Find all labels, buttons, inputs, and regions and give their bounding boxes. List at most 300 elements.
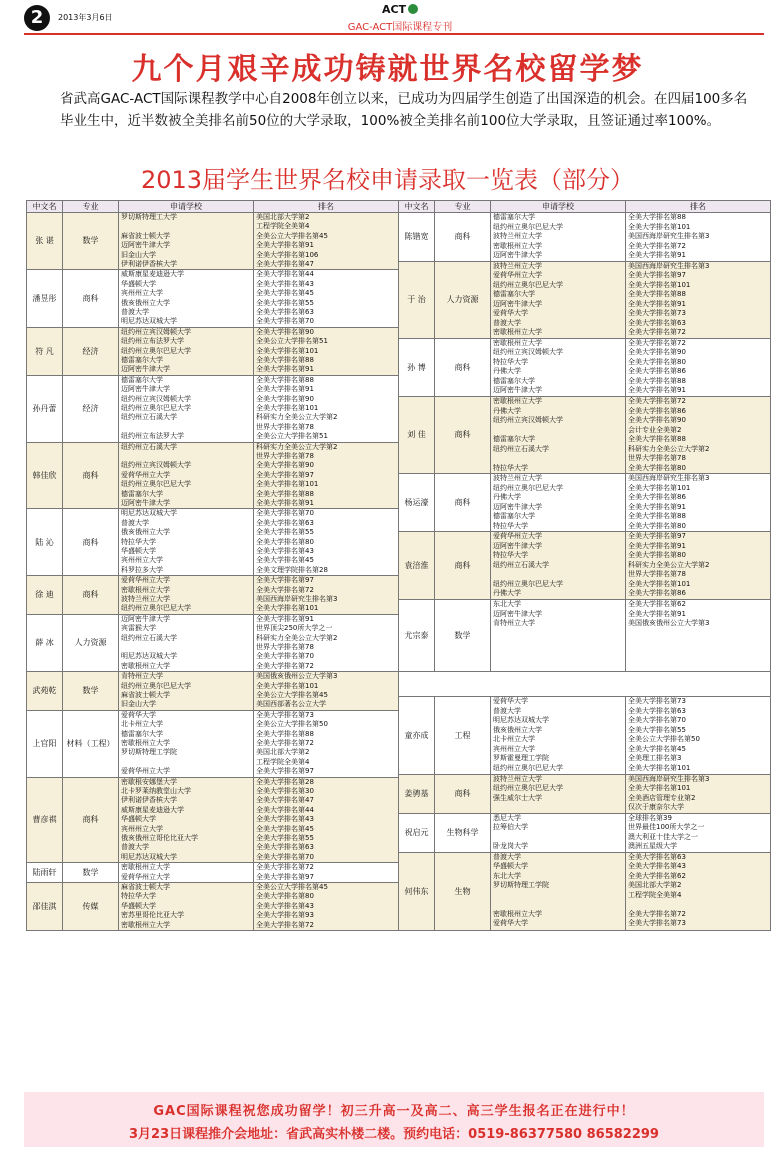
rank-list bbox=[254, 213, 399, 270]
school-name: 明尼苏达双城大学 bbox=[121, 852, 177, 861]
school-rank: 全美大学排名第47 bbox=[256, 796, 314, 805]
school-name: 俄亥俄州立大学 bbox=[493, 725, 542, 734]
school-rank: 全美大学排名第55 bbox=[256, 528, 314, 537]
rank-list bbox=[626, 852, 771, 930]
school-name: 密苏里哥伦比亚大学 bbox=[121, 911, 184, 920]
rank-list bbox=[626, 697, 771, 774]
school-rank: 全美大学排名第101 bbox=[628, 222, 691, 231]
student-major: 数学 bbox=[435, 600, 491, 672]
student-name: 袁涪淮 bbox=[399, 532, 435, 600]
school-rank: 全美大学排名第72 bbox=[628, 338, 686, 347]
school-rank: 全美大学排名第88 bbox=[256, 375, 314, 384]
school-rank: 全美文理学院排名第28 bbox=[256, 565, 328, 574]
school-rank: 澳大利亚十佳大学之一 bbox=[628, 832, 698, 841]
school-name bbox=[493, 833, 623, 843]
school-name: 科罗拉多大学 bbox=[121, 565, 163, 574]
school-name: 普渡大学 bbox=[493, 318, 521, 327]
school-name: 德雷塞尔大学 bbox=[121, 355, 163, 364]
school-name: 迈阿密牛津大学 bbox=[493, 609, 542, 618]
school-rank: 世界顶尖250所大学之一 bbox=[256, 624, 333, 633]
school-rank: 全美大学排名第73 bbox=[628, 697, 686, 706]
header-subtitle: GAC-ACT国际课程专刊 bbox=[347, 22, 453, 33]
rank-list bbox=[626, 261, 771, 338]
school-rank: 美国俄亥俄州公立大学第3 bbox=[256, 672, 338, 681]
school-rank: 全美大学排名第90 bbox=[256, 327, 314, 336]
school-name: 威斯康星麦迪逊大学 bbox=[121, 270, 184, 279]
school-rank: 全美大学排名第97 bbox=[628, 271, 686, 280]
school-rank: 全美大学排名第101 bbox=[256, 480, 319, 489]
school-rank: 全美大学排名第70 bbox=[256, 509, 314, 518]
school-rank: 全美大学排名第72 bbox=[628, 396, 686, 405]
school-name: 北卡州立大学 bbox=[493, 735, 535, 744]
school-list bbox=[119, 327, 254, 375]
school-name: 爱荷华州立大学 bbox=[121, 767, 170, 776]
admissions-table bbox=[26, 200, 771, 931]
school-list bbox=[491, 474, 626, 532]
student-major: 商科 bbox=[63, 270, 119, 327]
rank-list bbox=[254, 863, 399, 883]
school-name: 迈阿密牛津大学 bbox=[121, 498, 170, 507]
school-name: 迈阿密牛津大学 bbox=[121, 614, 170, 623]
school-name: 德雷塞尔大学 bbox=[493, 435, 535, 444]
school-name: 华盛顿大学 bbox=[493, 862, 528, 871]
school-name: 波特兰州立大学 bbox=[493, 232, 542, 241]
school-rank: 全美大学排名第72 bbox=[256, 863, 314, 872]
col-header-school: 申请学校 bbox=[119, 201, 254, 213]
school-name: 迈阿密牛津大学 bbox=[121, 241, 170, 250]
school-rank: 全美大学排名第72 bbox=[628, 241, 686, 250]
school-name: 波特兰州立大学 bbox=[493, 774, 542, 783]
rank-list bbox=[626, 338, 771, 396]
student-major: 商科 bbox=[435, 474, 491, 532]
footer-line-1: GAC国际课程祝您成功留学！初三升高一及高二、高三学生报名正在进行中！ bbox=[153, 1104, 635, 1119]
student-major: 商科 bbox=[435, 338, 491, 396]
school-name: 明尼苏达双城大学 bbox=[121, 652, 177, 661]
school-name: 爱荷华州立大学 bbox=[121, 872, 170, 881]
school-rank: 全美大学排名第45 bbox=[628, 744, 686, 753]
school-rank: 全美大学排名第91 bbox=[628, 299, 686, 308]
school-name: 密歇根州立大学 bbox=[493, 241, 542, 250]
page-number: 2 bbox=[24, 5, 50, 31]
school-rank: 世界大学排名第78 bbox=[256, 642, 314, 651]
school-name: 迈阿密牛津大学 bbox=[493, 299, 542, 308]
slogan-heading: 九个月艰辛成功铸就世界名校留学梦 bbox=[131, 52, 644, 87]
rank-list bbox=[254, 442, 399, 509]
school-rank: 全美大学排名第101 bbox=[256, 604, 319, 613]
rank-list bbox=[254, 777, 399, 863]
rank-list bbox=[626, 600, 771, 672]
school-rank: 世界大学排名第78 bbox=[256, 422, 314, 431]
school-name: 纽约州立石溪大学 bbox=[121, 633, 177, 642]
school-rank: 全美大学排名第44 bbox=[256, 270, 314, 279]
school-name: 悉尼大学 bbox=[493, 813, 521, 822]
school-name bbox=[493, 426, 623, 436]
school-name bbox=[121, 758, 251, 767]
school-name: 纽约州立宾汉姆顿大学 bbox=[493, 416, 563, 425]
school-rank: 全美大学排名第72 bbox=[628, 909, 686, 918]
school-rank: 全美大学排名第73 bbox=[628, 309, 686, 318]
school-rank: 全美大学排名第101 bbox=[628, 763, 691, 772]
school-name: 麻省波士顿大学 bbox=[121, 882, 170, 891]
rank-list bbox=[254, 882, 399, 930]
school-name: 纽约州立石溪大学 bbox=[493, 444, 549, 453]
issue-date: 2013年3月6日 bbox=[58, 13, 113, 22]
school-rank: 全美大学排名第43 bbox=[256, 815, 314, 824]
rank-list bbox=[626, 213, 771, 262]
school-rank: 全美大学排名第73 bbox=[256, 710, 314, 719]
school-name: 肯特州立大学 bbox=[121, 672, 163, 681]
school-name: 纽约州立宾汉姆顿大学 bbox=[121, 327, 191, 336]
school-rank: 全美公立大学排名第51 bbox=[256, 337, 328, 346]
school-name: 罗切斯特理工学院 bbox=[493, 881, 549, 890]
school-name: 肯特州立大学 bbox=[493, 619, 535, 628]
student-name: 薛 冰 bbox=[27, 614, 63, 671]
student-major: 商科 bbox=[63, 509, 119, 576]
student-name: 童亦成 bbox=[399, 697, 435, 774]
school-name bbox=[121, 423, 251, 432]
school-name: 纽约州立奥尔巴尼大学 bbox=[493, 579, 563, 588]
school-name: 德雷塞尔大学 bbox=[493, 213, 535, 221]
school-list bbox=[119, 213, 254, 270]
student-name: 杨运濠 bbox=[399, 474, 435, 532]
school-name: 纽约州立布法罗大学 bbox=[121, 337, 184, 346]
school-rank: 全美大学排名第91 bbox=[628, 251, 686, 260]
school-rank: 全美大学排名第91 bbox=[628, 609, 686, 618]
school-name: 伊利诺伊香槟大学 bbox=[121, 796, 177, 805]
rank-list bbox=[626, 396, 771, 473]
school-name: 麻省波士顿大学 bbox=[121, 231, 170, 240]
school-rank: 全美大学排名第63 bbox=[628, 852, 686, 861]
school-name: 麻省波士顿大学 bbox=[121, 690, 170, 699]
school-name: 宾州州立大学 bbox=[121, 289, 163, 298]
school-rank: 全美大学排名第63 bbox=[628, 706, 686, 715]
student-name: 姜骋基 bbox=[399, 774, 435, 813]
school-list bbox=[491, 697, 626, 774]
rank-list bbox=[254, 327, 399, 375]
school-rank: 全美大学排名第70 bbox=[628, 716, 686, 725]
school-rank: 全美大学排名第88 bbox=[628, 435, 686, 444]
student-name: 孙丹蕾 bbox=[27, 375, 63, 442]
rank-list bbox=[626, 474, 771, 532]
school-rank: 全美大学排名第72 bbox=[256, 585, 314, 594]
school-rank: 全美大学排名第101 bbox=[628, 483, 691, 492]
school-name: 普渡大学 bbox=[121, 518, 149, 527]
header-divider bbox=[24, 33, 764, 35]
school-name: 明尼苏达双城大学 bbox=[121, 317, 177, 326]
school-name: 俄亥俄州立大学 bbox=[121, 298, 170, 307]
student-name: 曹彦祺 bbox=[27, 777, 63, 863]
school-rank: 全美大学排名第80 bbox=[628, 357, 686, 366]
school-rank: 美国北部大学第2 bbox=[256, 213, 310, 221]
school-list bbox=[491, 338, 626, 396]
school-name: 丹佛大学 bbox=[493, 589, 521, 598]
intro-paragraph: 省武高GAC-ACT国际课程教学中心自2008年创立以来，已成功为四届学生创造了出国深造的机会。在四届100多名毕业生中，近半数被全美排名前50位的大学录取，100%被全美排名前100位大学录取，且签证通过率100%。 bbox=[60, 91, 748, 129]
school-rank bbox=[628, 900, 768, 910]
school-list bbox=[119, 882, 254, 930]
school-list bbox=[491, 213, 626, 262]
school-name: 密歇根州立大学 bbox=[493, 396, 542, 405]
school-rank: 全美大学排名第44 bbox=[256, 805, 314, 814]
school-rank: 美国西部著名公立大学 bbox=[256, 700, 326, 709]
school-name: 宾州州立大学 bbox=[121, 556, 163, 565]
school-rank: 全美大学排名第45 bbox=[256, 289, 314, 298]
school-name: 特拉华大学 bbox=[493, 551, 528, 560]
school-rank: 全美大学排名第86 bbox=[628, 367, 686, 376]
school-rank: 全美大学排名第90 bbox=[256, 461, 314, 470]
school-name: 密歇根州立大学 bbox=[121, 661, 170, 670]
rank-list bbox=[254, 375, 399, 442]
school-name: 纽约州立奥尔巴尼大学 bbox=[121, 480, 191, 489]
school-name: 东北大学 bbox=[493, 871, 521, 880]
school-rank: 工程学院全美第4 bbox=[256, 222, 310, 231]
school-rank: 全美大学排名第63 bbox=[256, 307, 314, 316]
school-rank: 全美大学排名第101 bbox=[256, 681, 319, 690]
school-name: 迈阿密牛津大学 bbox=[121, 365, 170, 374]
school-name: 纽约州立奥尔巴尼大学 bbox=[493, 784, 563, 793]
school-rank: 全美大学排名第91 bbox=[628, 386, 686, 395]
school-name: 密歇根州立大学 bbox=[121, 920, 170, 929]
school-rank: 美国西海岸研究生排名第3 bbox=[628, 774, 710, 783]
school-rank: 全美大学排名第88 bbox=[628, 290, 686, 299]
school-name: 爱荷华大学 bbox=[493, 309, 528, 318]
student-major: 数学 bbox=[63, 213, 119, 270]
school-rank: 全美大学排名第62 bbox=[628, 600, 686, 609]
school-name: 迈阿密牛津大学 bbox=[493, 502, 542, 511]
student-major: 商科 bbox=[435, 213, 491, 262]
school-list bbox=[119, 442, 254, 509]
table-body bbox=[27, 213, 771, 931]
school-rank: 科研实力全美公立大学第2 bbox=[628, 560, 710, 569]
school-name: 德雷塞尔大学 bbox=[493, 290, 535, 299]
col-header-major: 专业 bbox=[435, 201, 491, 213]
school-rank: 全美大学排名第90 bbox=[628, 416, 686, 425]
school-rank: 全美大学排名第43 bbox=[256, 901, 314, 910]
school-rank: 全美大学排名第101 bbox=[628, 784, 691, 793]
school-name: 普渡大学 bbox=[121, 843, 149, 852]
school-rank: 全美公立大学排名第50 bbox=[628, 735, 700, 744]
school-name: 爱荷华州立大学 bbox=[121, 576, 170, 585]
school-name: 特拉华大学 bbox=[493, 357, 528, 366]
school-name: 丹佛大学 bbox=[493, 493, 521, 502]
footer-line-2: 3月23日课程推介会地址：省武高实朴楼二楼。预约电话：0519-86377580 86582299 bbox=[129, 1127, 659, 1142]
school-rank: 全美大学排名第80 bbox=[628, 463, 686, 472]
school-rank: 全美公立大学排名第51 bbox=[256, 432, 328, 441]
school-name: 旧金山大学 bbox=[121, 250, 156, 259]
school-rank: 全美大学排名第55 bbox=[628, 725, 686, 734]
school-name bbox=[493, 891, 623, 901]
school-name: 罗斯霍曼理工学院 bbox=[493, 754, 549, 763]
school-rank: 全美大学排名第88 bbox=[256, 729, 314, 738]
school-rank: 美国俄亥俄州公立大学第3 bbox=[628, 619, 710, 628]
school-name: 纽约州立奥尔巴尼大学 bbox=[493, 483, 563, 492]
student-major: 生物 bbox=[435, 852, 491, 930]
school-rank: 全美酒店管理专业第2 bbox=[628, 793, 696, 802]
school-name bbox=[493, 900, 623, 910]
school-name: 密歇根州立大学 bbox=[121, 738, 170, 747]
school-name: 波特兰州立大学 bbox=[493, 474, 542, 483]
school-name bbox=[493, 454, 623, 464]
school-name bbox=[121, 643, 251, 652]
school-rank: 全美大学排名第88 bbox=[628, 213, 686, 221]
school-name: 德雷塞尔大学 bbox=[121, 729, 163, 738]
school-name: 密歇根州立大学 bbox=[493, 338, 542, 347]
school-list bbox=[491, 774, 626, 813]
school-rank: 全美大学排名第70 bbox=[256, 317, 314, 326]
school-name: 密歇根州立大学 bbox=[121, 585, 170, 594]
school-list bbox=[491, 813, 626, 852]
school-rank: 世界最佳100所大学之一 bbox=[628, 823, 705, 832]
school-list bbox=[119, 270, 254, 327]
school-rank: 全美大学排名第70 bbox=[256, 852, 314, 861]
school-rank: 全美大学排名第101 bbox=[628, 579, 691, 588]
school-name: 纽约州立奥尔巴尼大学 bbox=[121, 681, 191, 690]
school-list bbox=[119, 375, 254, 442]
logo-text: ACT bbox=[381, 3, 407, 16]
school-rank: 全美大学排名第72 bbox=[628, 328, 686, 337]
school-rank: 全美大学排名第45 bbox=[256, 824, 314, 833]
school-rank: 全美大学排名第80 bbox=[256, 892, 314, 901]
school-name: 波特兰州立大学 bbox=[121, 594, 170, 603]
school-list bbox=[491, 261, 626, 338]
school-rank: 全美大学排名第91 bbox=[256, 614, 314, 623]
school-list bbox=[491, 396, 626, 473]
school-name: 波特兰州立大学 bbox=[493, 261, 542, 270]
student-name: 潘昱彤 bbox=[27, 270, 63, 327]
school-rank: 美国西海岸研究生排名第3 bbox=[628, 474, 710, 483]
table-title: 2013届学生世界名校申请录取一览表（部分） bbox=[140, 166, 635, 194]
school-name: 威斯康星麦迪逊大学 bbox=[121, 805, 184, 814]
school-name: 爱荷华州立大学 bbox=[493, 271, 542, 280]
student-name: 武苑乾 bbox=[27, 672, 63, 711]
school-rank: 工程学院全美第4 bbox=[628, 890, 682, 899]
school-name: 爱荷华州立大学 bbox=[121, 470, 170, 479]
rank-list bbox=[254, 710, 399, 777]
school-name: 华盛顿大学 bbox=[121, 546, 156, 555]
school-name: 华盛顿大学 bbox=[121, 815, 156, 824]
school-name: 华盛顿大学 bbox=[121, 279, 156, 288]
school-rank: 全美大学排名第43 bbox=[256, 279, 314, 288]
school-name: 宾州州立大学 bbox=[493, 744, 535, 753]
student-major: 商科 bbox=[435, 532, 491, 600]
school-rank: 美国北部大学第2 bbox=[256, 748, 310, 757]
school-rank: 全美大学排名第43 bbox=[628, 862, 686, 871]
school-rank: 世界大学排名第78 bbox=[628, 454, 686, 463]
student-major: 传媒 bbox=[63, 882, 119, 930]
school-name: 迈阿密牛津大学 bbox=[493, 541, 542, 550]
col-header-rank: 排名 bbox=[626, 201, 771, 213]
school-name: 密歇根州立大学 bbox=[493, 909, 542, 918]
school-name: 宾雷猴大学 bbox=[121, 624, 156, 633]
school-rank: 世界大学排名第78 bbox=[256, 451, 314, 460]
school-name: 纽约州立奥尔巴尼大学 bbox=[121, 346, 191, 355]
student-name: 符 凡 bbox=[27, 327, 63, 375]
school-rank: 全美大学排名第43 bbox=[256, 546, 314, 555]
col-header-major: 专业 bbox=[63, 201, 119, 213]
school-name: 迈阿密牛津大学 bbox=[121, 385, 170, 394]
school-rank: 全美大学排名第70 bbox=[256, 652, 314, 661]
school-name: 特拉华大学 bbox=[493, 463, 528, 472]
school-name: 北卡罗莱纳教堂山大学 bbox=[121, 786, 191, 795]
school-name: 爱荷华大学 bbox=[493, 697, 528, 706]
school-name: 纽约州立布法罗大学 bbox=[121, 432, 184, 441]
school-rank: 全美公立大学排名第45 bbox=[256, 882, 328, 891]
school-rank: 全美大学排名第91 bbox=[256, 365, 314, 374]
student-name: 张 谌 bbox=[27, 213, 63, 270]
school-name: 纽约州立宾汉姆顿大学 bbox=[121, 394, 191, 403]
school-name: 拉筹伯大学 bbox=[493, 823, 528, 832]
school-list bbox=[119, 576, 254, 615]
school-rank: 会计专业全美第2 bbox=[628, 425, 682, 434]
school-name: 迈阿密牛津大学 bbox=[493, 386, 542, 395]
school-rank: 全美大学排名第63 bbox=[256, 843, 314, 852]
school-rank: 全美大学排名第45 bbox=[256, 556, 314, 565]
school-rank: 科研实力全美公立大学第2 bbox=[256, 633, 338, 642]
student-major: 材料（工程） bbox=[63, 710, 119, 777]
school-name: 特拉华大学 bbox=[121, 537, 156, 546]
school-name: 密歇根州立大学 bbox=[121, 863, 170, 872]
student-major: 数学 bbox=[63, 672, 119, 711]
rank-list bbox=[626, 774, 771, 813]
school-rank: 全美大学排名第97 bbox=[256, 767, 314, 776]
school-list bbox=[119, 710, 254, 777]
school-rank: 全美大学排名第101 bbox=[256, 346, 319, 355]
school-rank: 美国西海岸研究生排名第3 bbox=[256, 594, 338, 603]
col-header-school: 申请学校 bbox=[491, 201, 626, 213]
school-rank: 全美大学排名第101 bbox=[256, 403, 319, 412]
school-name: 普渡大学 bbox=[493, 706, 521, 715]
table-row bbox=[27, 672, 771, 697]
school-name: 特拉华大学 bbox=[121, 892, 156, 901]
school-name bbox=[493, 570, 623, 580]
student-major: 商科 bbox=[63, 777, 119, 863]
school-rank: 仅次于康奈尔大学 bbox=[628, 803, 684, 812]
student-name: 孙 博 bbox=[399, 338, 435, 396]
school-rank: 全美大学排名第80 bbox=[628, 551, 686, 560]
school-list bbox=[119, 509, 254, 576]
school-rank: 全美大学排名第55 bbox=[256, 833, 314, 842]
school-name: 东北大学 bbox=[493, 600, 521, 609]
student-name: 刘 佳 bbox=[399, 396, 435, 473]
school-name: 纽约州立奥尔巴尼大学 bbox=[493, 280, 563, 289]
table-header-row bbox=[27, 201, 771, 213]
footer-banner bbox=[24, 1092, 764, 1147]
school-rank: 全美大学排名第91 bbox=[256, 385, 314, 394]
rank-list bbox=[254, 576, 399, 615]
school-rank: 全美大学排名第91 bbox=[256, 241, 314, 250]
school-name: 纽约州立宾汉姆顿大学 bbox=[493, 348, 563, 357]
school-name: 强生威尔士大学 bbox=[493, 793, 542, 802]
school-rank: 全美大学排名第80 bbox=[628, 521, 686, 530]
student-major: 经济 bbox=[63, 375, 119, 442]
school-rank: 全球排名第39 bbox=[628, 813, 672, 822]
school-name: 罗切斯特理工大学 bbox=[121, 213, 177, 221]
school-name: 纽约州立石溪大学 bbox=[121, 442, 177, 451]
student-major: 人力资源 bbox=[63, 614, 119, 671]
school-name: 爱荷华大学 bbox=[493, 919, 528, 928]
student-major: 工程 bbox=[435, 697, 491, 774]
student-name: 何伟东 bbox=[399, 852, 435, 930]
school-rank: 澳洲五星级大学 bbox=[628, 842, 677, 851]
rank-list bbox=[254, 614, 399, 671]
student-name: 徐 迪 bbox=[27, 576, 63, 615]
table-row bbox=[27, 213, 771, 262]
school-rank: 全美大学排名第86 bbox=[628, 493, 686, 502]
school-rank: 美国西海岸研究生排名第3 bbox=[628, 232, 710, 241]
school-rank: 全美大学排名第72 bbox=[256, 738, 314, 747]
school-name: 爱荷华州立大学 bbox=[493, 532, 542, 541]
school-name bbox=[121, 452, 251, 461]
school-rank: 全美大学排名第97 bbox=[256, 872, 314, 881]
